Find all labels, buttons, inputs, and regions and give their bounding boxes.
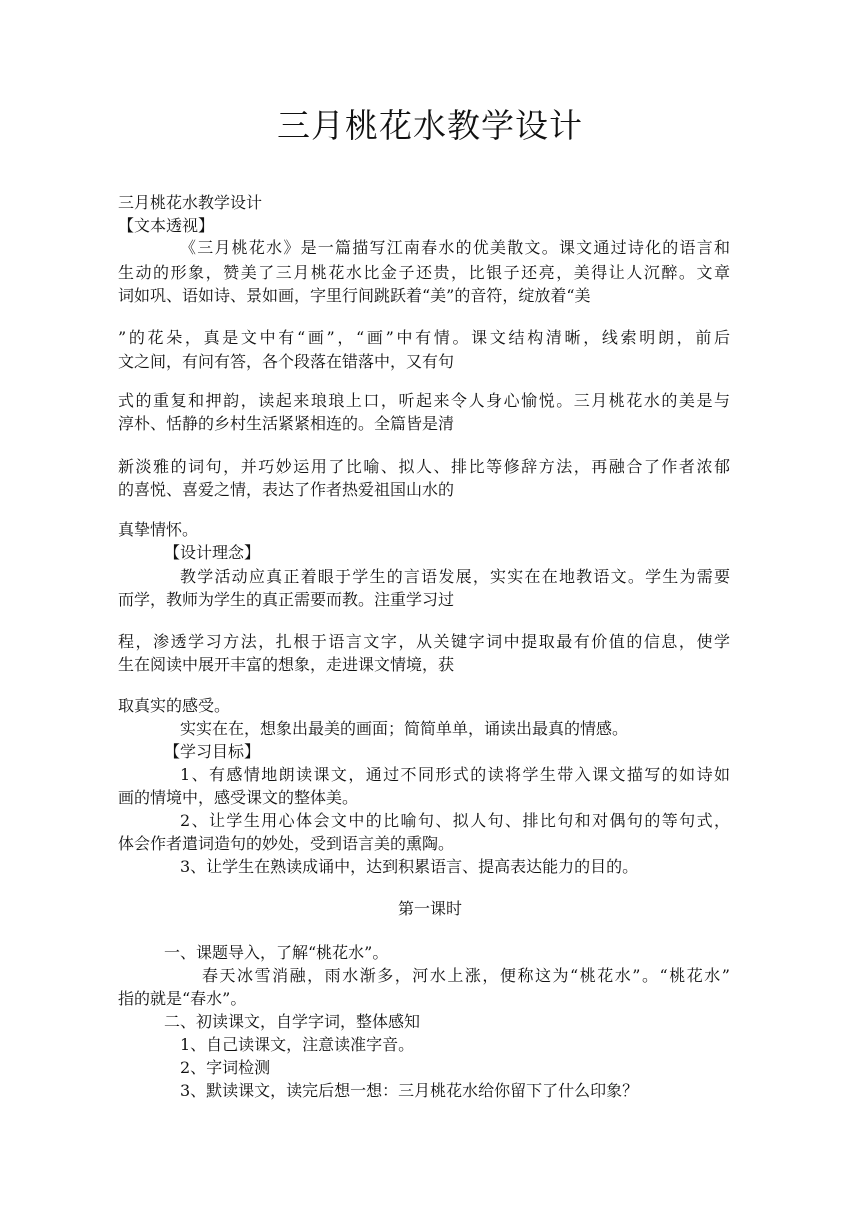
step-item: 1、自己读课文，注意读准字音。: [180, 1035, 415, 1054]
paragraph-line: 淳朴、恬静的乡村生活紧紧相连的。全篇皆是清: [118, 414, 455, 433]
paragraph-line: 文之间，有问有答，各个段落在错落中，又有句: [118, 352, 455, 371]
paragraph-line: 程，渗透学习方法，扎根于语言文字，从关键字词中提取最有价值的信息，使学: [118, 632, 730, 651]
section-heading-text-analysis: 【文本透视】: [118, 216, 215, 235]
lesson-heading: 第一课时: [397, 899, 462, 918]
paragraph-line: 而学，教师为学生的真正需要而教。注重学习过: [118, 590, 455, 609]
step-title: 二、初读课文，自学字词，整体感知: [164, 1012, 421, 1031]
paragraph-line: 词如巩、语如诗、景如画，字里行间跳跃着“美”的音符，绽放着“美: [118, 286, 591, 305]
goal-line: 2、让学生用心体会文中的比喻句、拟人句、排比句和对偶句的等句式，: [180, 811, 730, 830]
paragraph-line: 式的重复和押韵，读起来琅琅上口，听起来令人身心愉悦。三月桃花水的美是与: [118, 391, 730, 410]
step-item: 2、字词检测: [180, 1058, 271, 1077]
step-text: 春天冰雪消融，雨水渐多，河水上涨，便称这为“桃花水”。“桃花水”: [202, 966, 730, 985]
paragraph-line: 的喜悦、喜爱之情，表达了作者热爱祖国山水的: [118, 480, 455, 499]
paragraph-line: 《三月桃花水》是一篇描写江南春水的优美散文。课文通过诗化的语言和: [180, 238, 730, 257]
paragraph-line: 教学活动应真正着眼于学生的言语发展，实实在在地教语文。学生为需要: [180, 567, 730, 586]
section-heading-design-concept: 【设计理念】: [164, 543, 261, 562]
paragraph-line: 取真实的感受。: [118, 696, 231, 715]
paragraph-line: 生在阅读中展开丰富的想象，走进课文情境，获: [118, 655, 455, 674]
goal-line: 3、让学生在熟读成诵中，达到积累语言、提高表达能力的目的。: [180, 857, 639, 876]
paragraph-line: 实实在在，想象出最美的画面；简简单单，诵读出最真的情感。: [180, 719, 629, 738]
goal-line: 1、有感情地朗读课文，通过不同形式的读将学生带入课文描写的如诗如: [180, 765, 730, 784]
paragraph-line: 新淡雅的词句，并巧妙运用了比喻、拟人、排比等修辞方法，再融合了作者浓郁: [118, 457, 730, 476]
section-heading-learning-goals: 【学习目标】: [164, 742, 261, 761]
document-title: 三月桃花水教学设计: [277, 106, 583, 145]
step-item: 3、默读课文，读完后想一想：三月桃花水给你留下了什么印象？: [180, 1081, 639, 1100]
paragraph-line: 真挚情怀。: [118, 520, 199, 539]
goal-line: 画的情境中，感受课文的整体美。: [118, 788, 359, 807]
paragraph-line: ”的花朵，真是文中有“画”，“画”中有情。课文结构清晰，线索明朗，前后: [118, 328, 730, 347]
subtitle: 三月桃花水教学设计: [118, 193, 263, 212]
step-text: 指的就是“春水”。: [118, 989, 247, 1008]
step-title: 一、课题导入，了解“桃花水”。: [164, 943, 389, 962]
goal-line: 体会作者遣词造句的妙处，受到语言美的熏陶。: [118, 834, 455, 853]
paragraph-line: 生动的形象，赞美了三月桃花水比金子还贵，比银子还亮，美得让人沉醉。文章: [118, 263, 730, 282]
